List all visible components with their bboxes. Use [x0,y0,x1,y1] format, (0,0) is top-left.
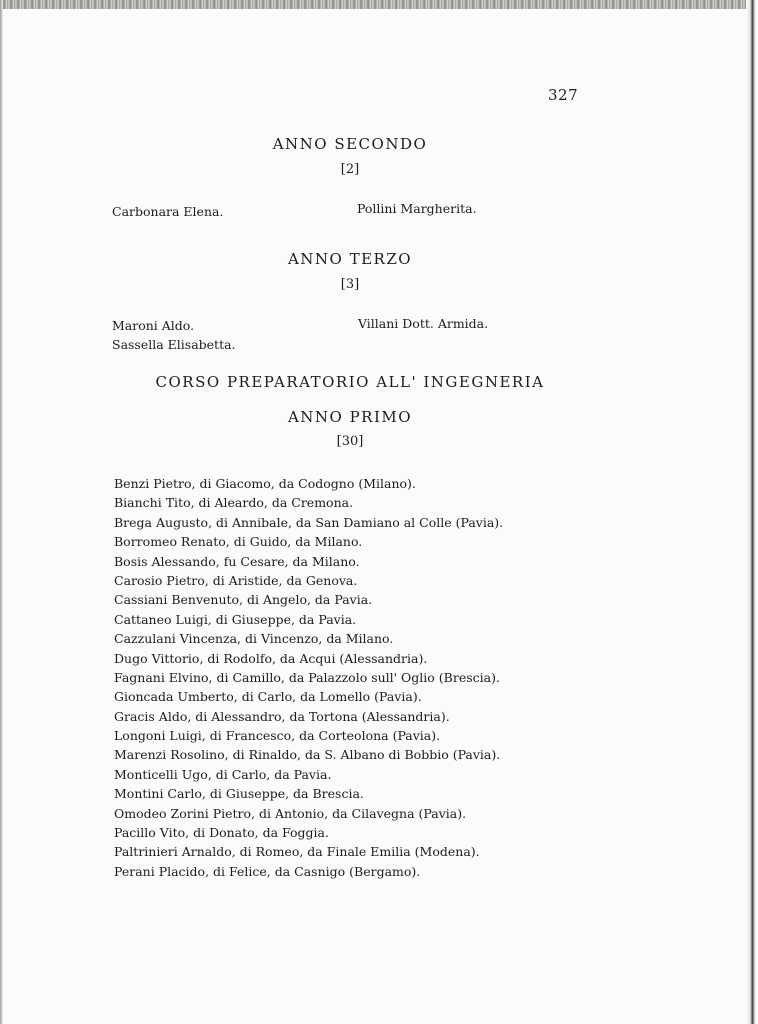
heading-corso-preparatorio: CORSO PREPARATORIO ALL' INGEGNERIA [155,373,545,391]
student-name: Pollini Margherita. [357,201,477,216]
list-item: Bosis Alessando, fu Cesare, da Milano. [114,553,360,569]
list-item: Montini Carlo, di Giuseppe, da Brescia. [114,786,364,802]
list-item: Gracis Aldo, di Alessandro, da Tortona (Alessandria). [114,708,450,724]
list-item: Omodeo Zorini Pietro, di Antonio, da Cilavegna (Pavia). [114,805,467,821]
list-item: Borromeo Renato, di Guido, da Milano. [114,534,363,550]
heading-anno-terzo: ANNO TERZO [287,250,413,268]
list-item: Perani Placido, di Felice, da Casnigo (Bergamo). [114,863,421,879]
page-left-edge [0,0,3,1024]
list-item: Pacillo Vito, di Donato, da Foggia. [114,825,329,841]
page-top-edge [0,0,758,9]
list-item: Cassiani Benvenuto, di Angelo, da Pavia. [114,592,373,608]
page-number: 327 [548,86,579,104]
list-item: Cattaneo Luigi, di Giuseppe, da Pavia. [114,611,357,627]
count-anno-secondo: [2] [340,162,360,177]
list-item: Carosio Pietro, di Aristide, da Genova. [114,572,358,588]
list-item: Marenzi Rosolino, di Rinaldo, da S. Albano di Bobbio (Pavia). [114,747,501,763]
list-item: Gioncada Umberto, di Carlo, da Lomello (Pavia). [114,689,422,705]
list-item: Paltrinieri Arnaldo, di Romeo, da Finale Emilia (Modena). [114,844,480,860]
page-binding-edge [746,0,758,1024]
student-name: Sassella Elisabetta. [112,337,236,352]
heading-anno-secondo: ANNO SECONDO [272,135,428,153]
student-name: Carbonara Elena. [112,204,224,219]
list-item: Bianchi Tito, di Aleardo, da Cremona. [114,495,354,511]
list-item: Fagnani Elvino, di Camillo, da Palazzolo sull' Oglio (Brescia). [114,669,500,685]
list-item: Benzi Pietro, di Giacomo, da Codogno (Milano). [114,476,416,491]
count-anno-terzo: [3] [340,277,360,292]
list-item: Monticelli Ugo, di Carlo, da Pavia. [114,766,332,782]
list-item: Brega Augusto, di Annibale, da San Damiano al Colle (Pavia). [114,514,504,530]
list-item: Longoni Luigi, di Francesco, da Corteolona (Pavia). [114,728,441,744]
student-list [114,474,503,881]
list-item: Dugo Vittorio, di Rodolfo, da Acqui (Alessandria). [114,650,428,666]
student-name: Villani Dott. Armida. [358,316,489,331]
heading-anno-primo: ANNO PRIMO [287,408,413,426]
student-name: Maroni Aldo. [112,318,195,333]
count-anno-primo: [30] [336,434,364,449]
list-item: Cazzulani Vincenza, di Vincenzo, da Milano. [114,631,394,647]
